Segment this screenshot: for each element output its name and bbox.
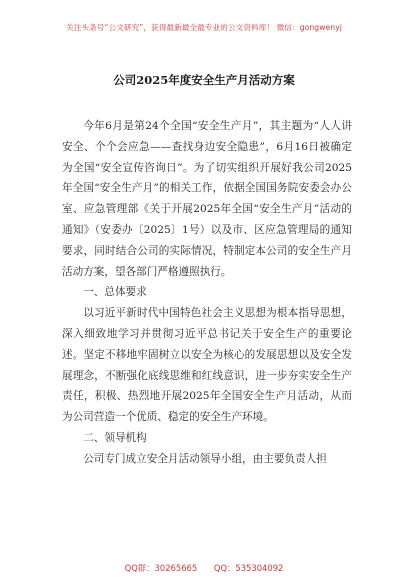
section-heading-general-requirements: 一、总体要求 (83, 286, 147, 299)
footer-contact (0, 562, 408, 574)
header-banner: 关注头条号“公文研究”，获得最新最全最专业的公文资料库！ 微信：gongwenyj (66, 23, 342, 32)
general-requirements-paragraph: 以习近平新时代中国特色社会主义思想为根本指导思想，深入细致地学习并贯彻习近平总书记关于安全生产的重要论述。坚定不移地牢固树立以安全为核心的发展思想以及安全发展理念，不断强化底线思维和红线意识，进一步夯实安全生产责任，积极、热烈地开展2025年全国安全生产月活动，从而为公司营造一个优质、稳定的安全生产环境。 (62, 307, 352, 424)
document-title: 公司2025年度安全生产月活动方案 (113, 73, 295, 87)
footer-qq: QQ：535304092 (213, 563, 284, 573)
section-heading-leadership: 二、领导机构 (83, 431, 147, 444)
document-body (62, 116, 352, 470)
footer-qq-group: QQ群：30265665 (124, 563, 198, 573)
leadership-paragraph: 公司专门成立安全月活动领导小组，由主要负责人担 (83, 452, 327, 465)
intro-paragraph: 今年6月是第24个全国“安全生产月”，其主题为“人人讲安全、个个会应急——查找身边安全隐患”，6月16日被确定为全国“安全宣传咨询日”。为了切实组织开展好我公司2025年全国“安全生产月”的相关工作，依据全国国务院安委会办公室、应急管理部《关于开展2025年全国“安全生产月”活动的通知》（安委办〔2025〕1号）以及市、区应急管理局的通知要求，同时结合公司的实际情况，特制定本公司的安全生产月活动方案，望各部门严格遵照执行。 (62, 120, 352, 278)
